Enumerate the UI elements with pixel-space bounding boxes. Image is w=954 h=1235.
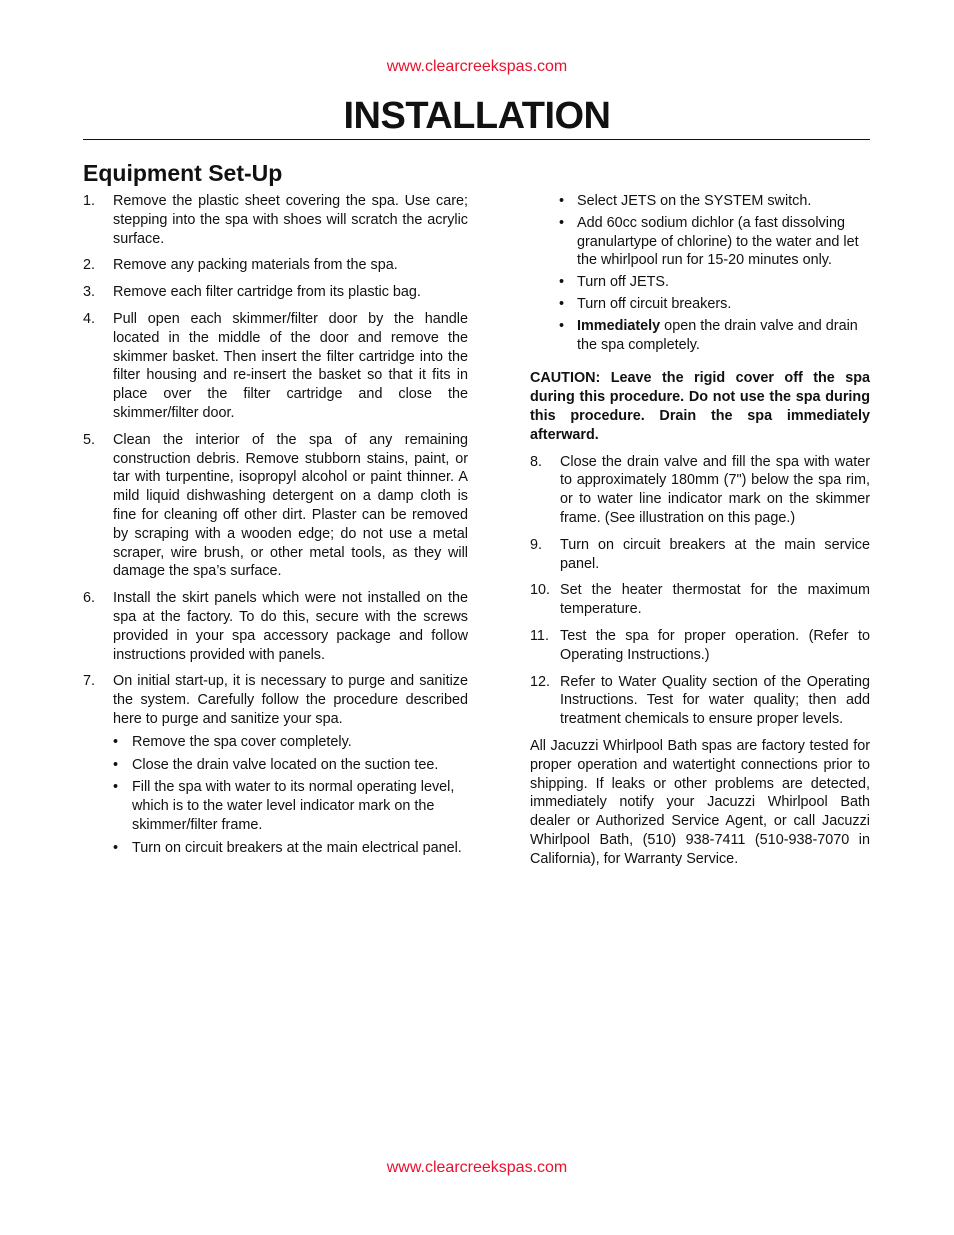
bullet-text: Turn off circuit breakers.	[577, 295, 732, 312]
bullet-icon: •	[113, 779, 119, 796]
item-text: Remove each filter cartridge from its plastic bag.	[113, 284, 421, 301]
item-number: 9.	[530, 536, 543, 553]
title-divider	[83, 139, 870, 140]
closing-paragraph: All Jacuzzi Whirlpool Bath spas are factory tested for proper operation and watertight connections prior to shipping. If leaks or other problems are detected, immediately notify your Jacuzzi Whirlpool Bath dealer or Authorized Service Agent, or call Jacuzzi Whirlpool Bath, (510) 938-7411 (510-938-7070 in California), for Warranty Service.	[530, 737, 870, 867]
item-number: 6.	[83, 590, 96, 607]
item-number: 1.	[83, 193, 96, 209]
bullet-item	[530, 273, 870, 292]
header-url[interactable]: www.clearcreekspas.com	[386, 58, 568, 75]
item-number: 12.	[530, 673, 551, 690]
footer-url[interactable]: www.clearcreekspas.com	[386, 1159, 568, 1176]
bullet-icon: •	[559, 317, 565, 334]
bullet-icon: •	[559, 274, 565, 291]
item-number: 7.	[83, 673, 96, 690]
bullet-bold-text: Immediately	[577, 317, 661, 334]
list-item	[530, 627, 870, 665]
bullet-icon: •	[113, 756, 119, 773]
item-number: 2.	[83, 257, 96, 274]
bullet-icon: •	[113, 839, 119, 856]
item-text: Set the heater thermostat for the maximum temperature.	[560, 582, 870, 618]
item-text: Remove any packing materials from the spa.	[113, 257, 398, 274]
item-text: Pull open each skimmer/filter door by the handle located in the middle of the door and remove the skimmer basket. Then insert the filter cartridge into the filter housing and re-insert the basket so that it fits in place over the filter cartridge and close the skimmer/filter door.	[113, 310, 468, 421]
bullet-text: Remove the spa cover completely.	[132, 733, 352, 750]
list-item	[83, 672, 468, 728]
item-text: Close the drain valve and fill the spa with water to approximately 180mm (7") below the spa rim, or to water line indicator mark on the skimmer frame. (See illustration on this page.)	[560, 453, 870, 526]
list-item	[83, 283, 468, 302]
page-title: INSTALLATION	[343, 95, 611, 137]
item-text: Remove the plastic sheet covering the spa. Use care; stepping into the spa with shoes will scratch the acrylic surface.	[113, 193, 468, 247]
list-item	[83, 256, 468, 275]
item-number: 5.	[83, 431, 96, 448]
item-number: 3.	[83, 284, 96, 301]
bullet-text: open the drain valve and drain the spa completely.	[577, 317, 858, 353]
list-item	[530, 673, 870, 729]
bullet-item	[83, 733, 468, 752]
bullet-icon: •	[559, 193, 565, 209]
bullet-text: Close the drain valve located on the suction tee.	[132, 756, 439, 773]
item-text: Install the skirt panels which were not installed on the spa at the factory. To do this, secure with the screws provided in your spa accessory package and follow instructions provided with panels.	[113, 590, 468, 663]
bullet-text: Add 60cc sodium dichlor (a fast dissolving granulartype of chlorine) to the water and let the whirlpool run for 15-20 minutes only.	[577, 214, 859, 269]
item-number: 4.	[83, 310, 96, 327]
right-column	[530, 192, 870, 869]
list-item	[530, 581, 870, 619]
left-column	[83, 192, 468, 862]
bullet-icon: •	[113, 733, 119, 750]
bullet-item	[83, 756, 468, 775]
list-item	[83, 589, 468, 664]
item-number: 8.	[530, 453, 543, 470]
list-item	[530, 536, 870, 574]
list-item	[83, 310, 468, 423]
section-heading: Equipment Set-Up	[83, 160, 283, 186]
item-number: 10.	[530, 582, 551, 599]
bullet-icon: •	[559, 214, 565, 231]
bullet-item	[530, 214, 870, 270]
caution-note: CAUTION: Leave the rigid cover off the spa during this procedure. Do not use the spa during this procedure. Drain the spa immediately afterward.	[530, 370, 870, 443]
list-item	[83, 192, 468, 248]
item-text: On initial start-up, it is necessary to purge and sanitize the system. Carefully follow the procedure described here to purge and sanitize your spa.	[113, 673, 468, 727]
item-text: Refer to Water Quality section of the Operating Instructions. Test for water quality; then add treatment chemicals to ensure proper levels.	[560, 673, 870, 728]
bullet-item	[83, 778, 468, 834]
item-number: 11.	[530, 627, 549, 644]
bullet-item	[83, 839, 468, 858]
bullet-icon: •	[559, 295, 565, 312]
list-item	[530, 453, 870, 528]
bullet-text: Turn on circuit breakers at the main electrical panel.	[132, 839, 462, 856]
item-text: Test the spa for proper operation. (Refer to Operating Instructions.)	[560, 627, 870, 663]
list-item	[83, 431, 468, 581]
bullet-item	[530, 317, 870, 355]
bullet-text: Fill the spa with water to its normal operating level, which is to the water level indicator mark on the skimmer/filter frame.	[132, 779, 455, 833]
bullet-text: Turn off JETS.	[577, 274, 669, 291]
item-text: Clean the interior of the spa of any remaining construction debris. Remove stubborn stains, paint, or tar with turpentine, isopropyl alcohol or paint thinner. A mild liquid dishwashing detergent on a damp cloth is fine for cleaning off other dirt. Plaster can be removed by scraping with a wooden edge; do not use a metal scraper, wire brush, or other metal tools, as they will damage the spa’s surface.	[113, 431, 468, 580]
item-text: Turn on circuit breakers at the main service panel.	[560, 536, 870, 572]
bullet-item	[530, 295, 870, 314]
bullet-item	[530, 192, 870, 211]
bullet-text: Select JETS on the SYSTEM switch.	[577, 193, 812, 209]
